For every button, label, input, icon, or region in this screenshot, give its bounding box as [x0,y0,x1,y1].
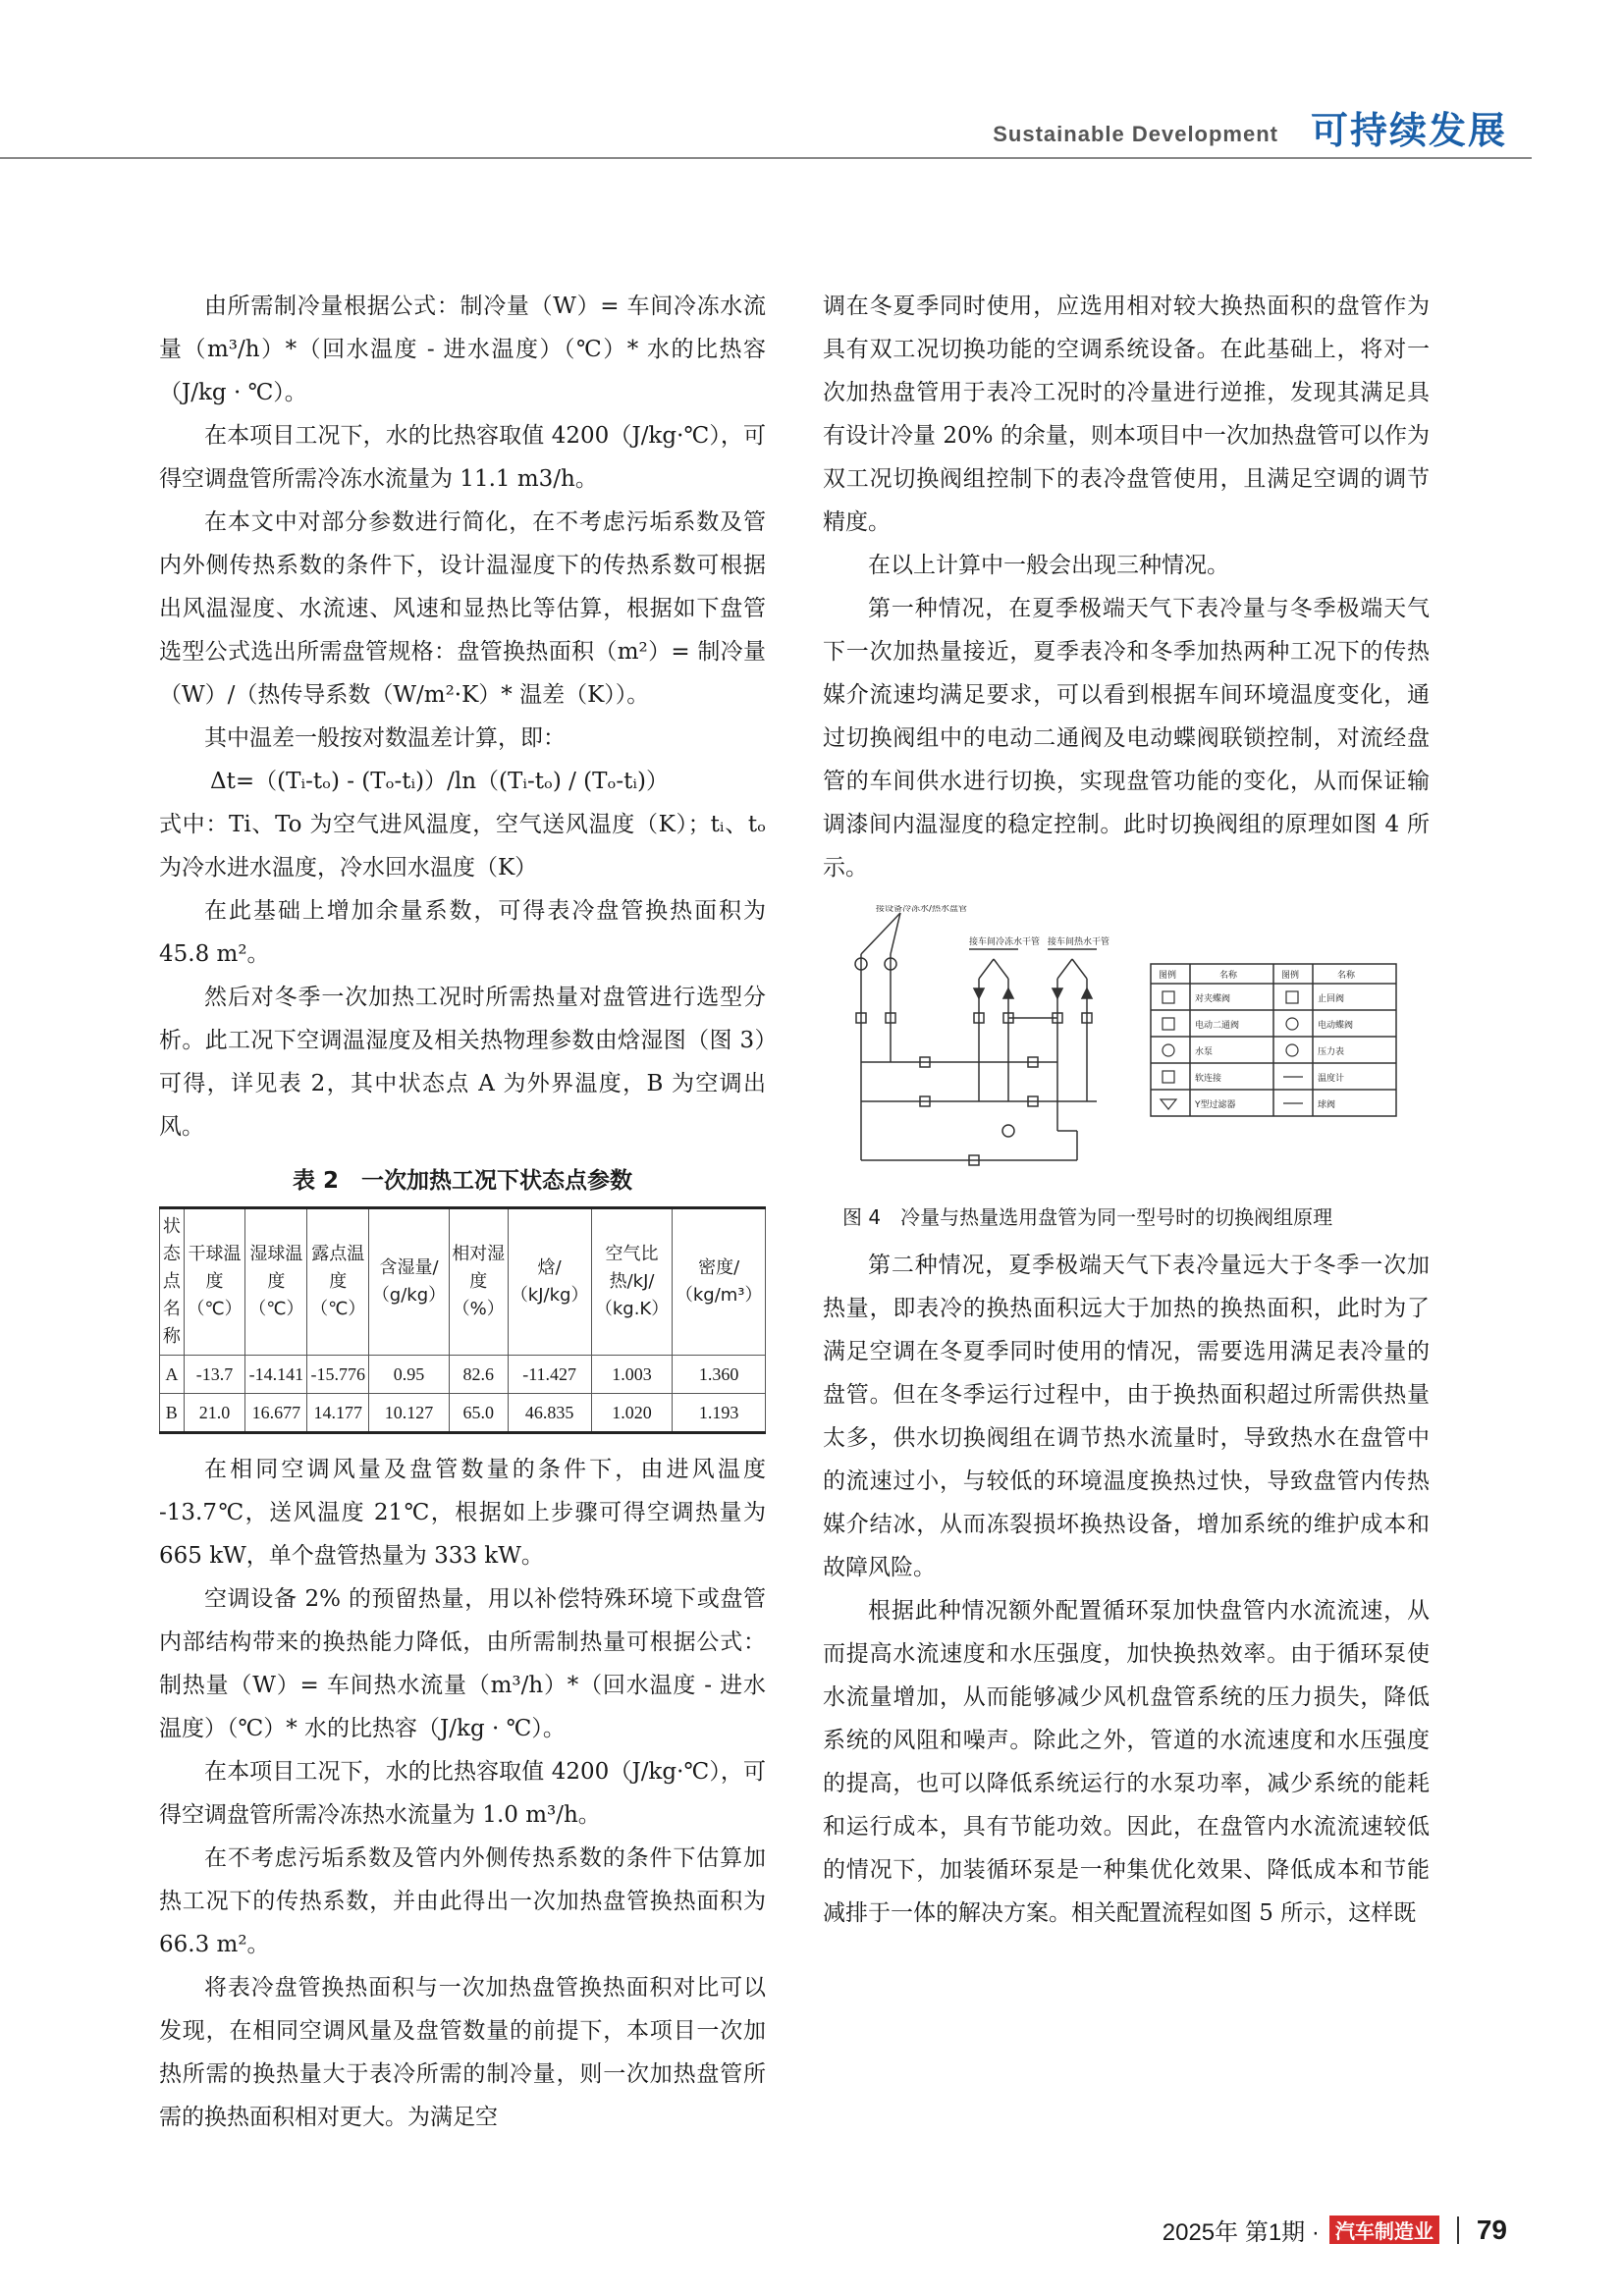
legend-item: 水泵 [1195,1047,1214,1057]
legend-item: 电动二通阀 [1195,1021,1240,1031]
fig-label-top: 接设备冷冻水/热水盘管 [876,905,968,914]
figure-caption: 图 4 冷量与热量选用盘管为同一型号时的切换阀组原理 [842,1205,1333,1229]
table-cell: 1.193 [673,1394,766,1433]
table-cell: -11.427 [508,1356,591,1394]
header-title-en: Sustainable Development [993,122,1278,146]
table-cell: B [160,1394,185,1433]
table-header-cell: 状态点名称 [160,1208,185,1356]
table-cell: 21.0 [184,1394,245,1433]
table-cell: 1.003 [591,1356,673,1394]
table-row [160,1356,766,1394]
figure-4 [823,905,1430,1194]
paragraph: 在相同空调风量及盘管数量的条件下，由进风温度 -13.7℃，送风温度 21℃，根据如上步骤可得空调热量为 665 kW，单个盘管热量为 333 kW。 [159,1457,766,1569]
paragraph: 在本项目工况下，水的比热容取值 4200（J/kg·℃），可得空调盘管所需冷冻水流量为 11.1 m3/h。 [159,423,766,492]
paragraph: 在不考虑污垢系数及管内外侧传热系数的条件下估算加热工况下的传热系数，并由此得出一次加热盘管换热面积为 66.3 m²。 [159,1845,766,1957]
table-header-cell: 湿球温度（℃） [245,1208,307,1356]
paragraph: 空调设备 2% 的预留热量，用以补偿特殊环境下或盘管内部结构带来的换热能力降低，由所需制热量可根据公式：制热量（W）= 车间热水流量（m³/h）*（回水温度 - 进水温度）（℃）* 水的比热容（J/kg · ℃）。 [159,1586,766,1741]
table-title: 表 2 一次加热工况下状态点参数 [292,1168,632,1194]
table-header-cell: 露点温度（℃） [307,1208,369,1356]
paragraph: 在以上计算中一般会出现三种情况。 [868,553,1229,578]
table-cell: 10.127 [369,1394,450,1433]
paragraph: 根据此种情况额外配置循环泵加快盘管内水流流速，从而提高水流速度和水压强度，加快换热效率。由于循环泵使水流量增加，从而能够减少风机盘管系统的压力损失，降低系统的风阻和噪声。除此之外，管道的水流速度和水压强度的提高，也可以降低系统运行的水泵功率，减少系统的能耗和运行成本，具有节能功效。因此，在盘管内水流流速较低的情况下，加装循环泵是一种集优化效果、降低成本和节能减排于一体的解决方案。相关配置流程如图 5 所示，这样既 [823,1598,1430,1926]
footer-divider [1457,2216,1459,2244]
table-header-cell: 焓/（kJ/kg） [508,1208,591,1356]
table-cell: 1.360 [673,1356,766,1394]
log-mean-formula: Δt=（(Tᵢ-tₒ) - (Tₒ-tᵢ)）/ln（(Tᵢ-tₒ) / (Tₒ-tᵢ)） [210,769,669,794]
legend-item: 止回阀 [1318,994,1345,1004]
header-divider [0,157,1532,159]
table-cell: A [160,1356,185,1394]
table-row [160,1394,766,1433]
paragraph: 第一种情况，在夏季极端天气下表冷量与冬季极端天气下一次加热量接近，夏季表冷和冬季加热两种工况下的传热媒介流速均满足要求，可以看到根据车间环境温度变化，通过切换阀组中的电动二通阀及电动蝶阀联锁控制，对流经盘管的车间供水进行切换，实现盘管功能的变化，从而保证输调漆间内温湿度的稳定控制。此时切换阀组的原理如图 4 所示。 [823,596,1430,881]
fig-label-chilled-main: 接车间冷冻水干管 [969,937,1041,947]
page-number: 79 [1476,2214,1507,2245]
paragraph: 在此基础上增加余量系数，可得表冷盘管换热面积为 45.8 m²。 [159,898,766,967]
header-title-cn: 可持续发展 [1310,109,1507,152]
right-column [823,285,1430,1935]
legend-item: 电动蝶阀 [1318,1021,1354,1031]
table-cell: 14.177 [307,1394,369,1433]
table-header-cell: 相对湿度（%） [449,1208,508,1356]
fig-label-hot-main: 接车间热水干管 [1048,937,1110,947]
paragraph: 在本文中对部分参数进行简化，在不考虑污垢系数及管内外侧传热系数的条件下，设计温湿度下的传热系数可根据出风温湿度、水流速、风速和显热比等估算，根据如下盘管选型公式选出所需盘管规格：盘管换热面积（m²）= 制冷量（W）/（热传导系数（W/m²·K）* 温差（K））。 [159,509,766,708]
table-header-cell: 干球温度（℃） [184,1208,245,1356]
left-column [159,285,766,2139]
paragraph: 式中：Ti、To 为空气进风温度，空气送风温度（K）；tᵢ、tₒ 为冷水进水温度，冷水回水温度（K） [159,812,766,881]
paragraph: 然后对冬季一次加热工况时所需热量对盘管进行选型分析。此工况下空调温湿度及相关热物理参数由焓湿图（图 3）可得，详见表 2，其中状态点 A 为外界温度，B 为空调出风。 [159,985,766,1140]
issue-label: 2025年 第1期 · [1162,2219,1320,2246]
table-header-row [160,1208,766,1356]
paragraph: 调在冬夏季同时使用，应选用相对较大换热面积的盘管作为具有双工况切换功能的空调系统设备。在此基础上，将对一次加热盘管用于表冷工况时的冷量进行逆推，发现其满足具有设计冷量 20% 的余量，则本项目中一次加热盘管可以作为双工况切换阀组控制下的表冷盘管使用，且满足空调的调节精度。 [823,294,1430,535]
legend-item: 球阀 [1318,1100,1336,1110]
table-cell: 82.6 [449,1356,508,1394]
legend-item: 压力表 [1318,1047,1345,1057]
paragraph: 第二种情况，夏季极端天气下表冷量远大于冬季一次加热量，即表冷的换热面积远大于加热的换热面积，此时为了满足空调在冬夏季同时使用的情况，需要选用满足表冷量的盘管。但在冬季运行过程中，由于换热面积超过所需供热量太多，供水切换阀组在调节热水流量时，导致热水在盘管中的流速过小，与较低的环境温度换热过快，导致盘管内传热媒介结冰，从而冻裂损坏换热设备，增加系统的维护成本和故障风险。 [823,1253,1430,1580]
table-cell: 1.020 [591,1394,673,1433]
journal-logo: 汽车制造业 [1329,2216,1439,2244]
table-cell: 0.95 [369,1356,450,1394]
table-cell: 16.677 [245,1394,307,1433]
legend-item: 软连接 [1195,1074,1222,1084]
table-cell: 65.0 [449,1394,508,1433]
table-header-cell: 空气比热/kJ/（kg.K） [591,1208,673,1356]
legend-header: 图例 [1281,971,1300,981]
table-cell: -13.7 [184,1356,245,1394]
legend-item: Y型过滤器 [1195,1100,1236,1110]
table-cell: 46.835 [508,1394,591,1433]
valve-schematic-diagram [832,905,1421,1190]
legend-item: 温度计 [1318,1074,1345,1084]
paragraph: 其中温差一般按对数温差计算，即： [204,725,566,751]
paragraph: 在本项目工况下，水的比热容取值 4200（J/kg·℃），可得空调盘管所需冷冻热水流量为 1.0 m³/h。 [159,1759,766,1828]
legend-item: 对夹蝶阀 [1195,994,1231,1004]
paragraph: 由所需制冷量根据公式：制冷量（W）= 车间冷冻水流量（m³/h）*（回水温度 - 进水温度）（℃）* 水的比热容（J/kg · ℃）。 [159,294,766,405]
table-cell: -14.141 [245,1356,307,1394]
legend-header: 图例 [1159,971,1177,981]
legend-header: 名称 [1219,971,1238,981]
page-footer [1163,2213,1507,2247]
table-header-cell: 含湿量/（g/kg） [369,1208,450,1356]
state-point-table [159,1206,766,1434]
legend-header: 名称 [1337,971,1356,981]
table-header-cell: 密度/（kg/m³） [673,1208,766,1356]
table-cell: -15.776 [307,1356,369,1394]
paragraph: 将表冷盘管换热面积与一次加热盘管换热面积对比可以发现，在相同空调风量及盘管数量的前提下，本项目一次加热所需的换热量大于表冷所需的制冷量，则一次加热盘管所需的换热面积相对更大。为满足空 [159,1975,766,2130]
